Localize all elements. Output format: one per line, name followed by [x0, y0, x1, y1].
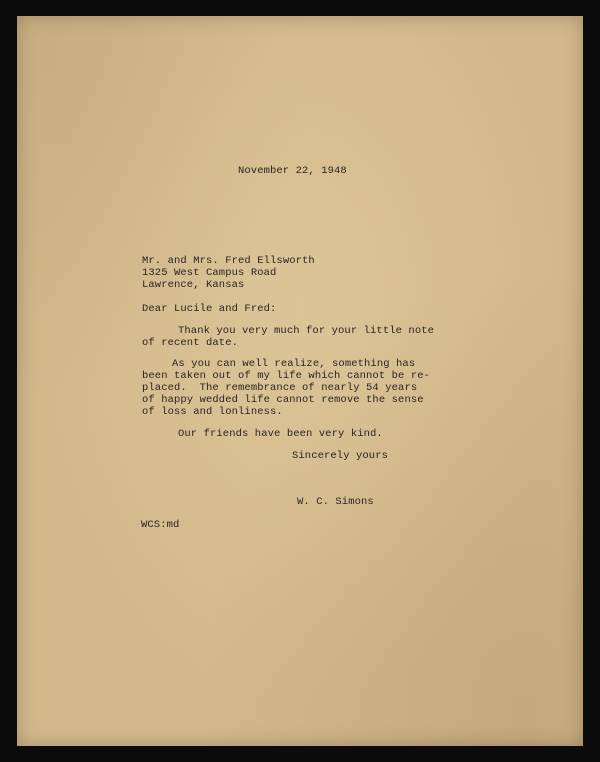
paragraph-1-line-1: Thank you very much for your little note [178, 325, 435, 337]
paragraph-1-line-2: of recent date. [142, 337, 239, 349]
reference-initials: WCS:md [141, 519, 180, 531]
salutation: Dear Lucile and Fred: [142, 303, 277, 315]
paragraph-3: Our friends have been very kind. [178, 428, 383, 440]
paragraph-2-line-4: of happy wedded life cannot remove the sense [142, 394, 424, 406]
paragraph-2-line-3: placed. The remembrance of nearly 54 years [142, 382, 418, 394]
paragraph-2-line-1: As you can well realize, something has [172, 358, 416, 370]
recipient-city: Lawrence, Kansas [142, 279, 245, 291]
letter-page [17, 16, 583, 746]
recipient-street: 1325 West Campus Road [142, 267, 277, 279]
paragraph-2-line-2: been taken out of my life which cannot be re- [142, 370, 431, 382]
closing: Sincerely yours [292, 450, 389, 462]
letter-date: November 22, 1948 [238, 165, 347, 177]
signature-name: W. C. Simons [297, 496, 374, 508]
recipient-name: Mr. and Mrs. Fred Ellsworth [142, 255, 315, 267]
paragraph-2-line-5: of loss and lonliness. [142, 406, 283, 418]
